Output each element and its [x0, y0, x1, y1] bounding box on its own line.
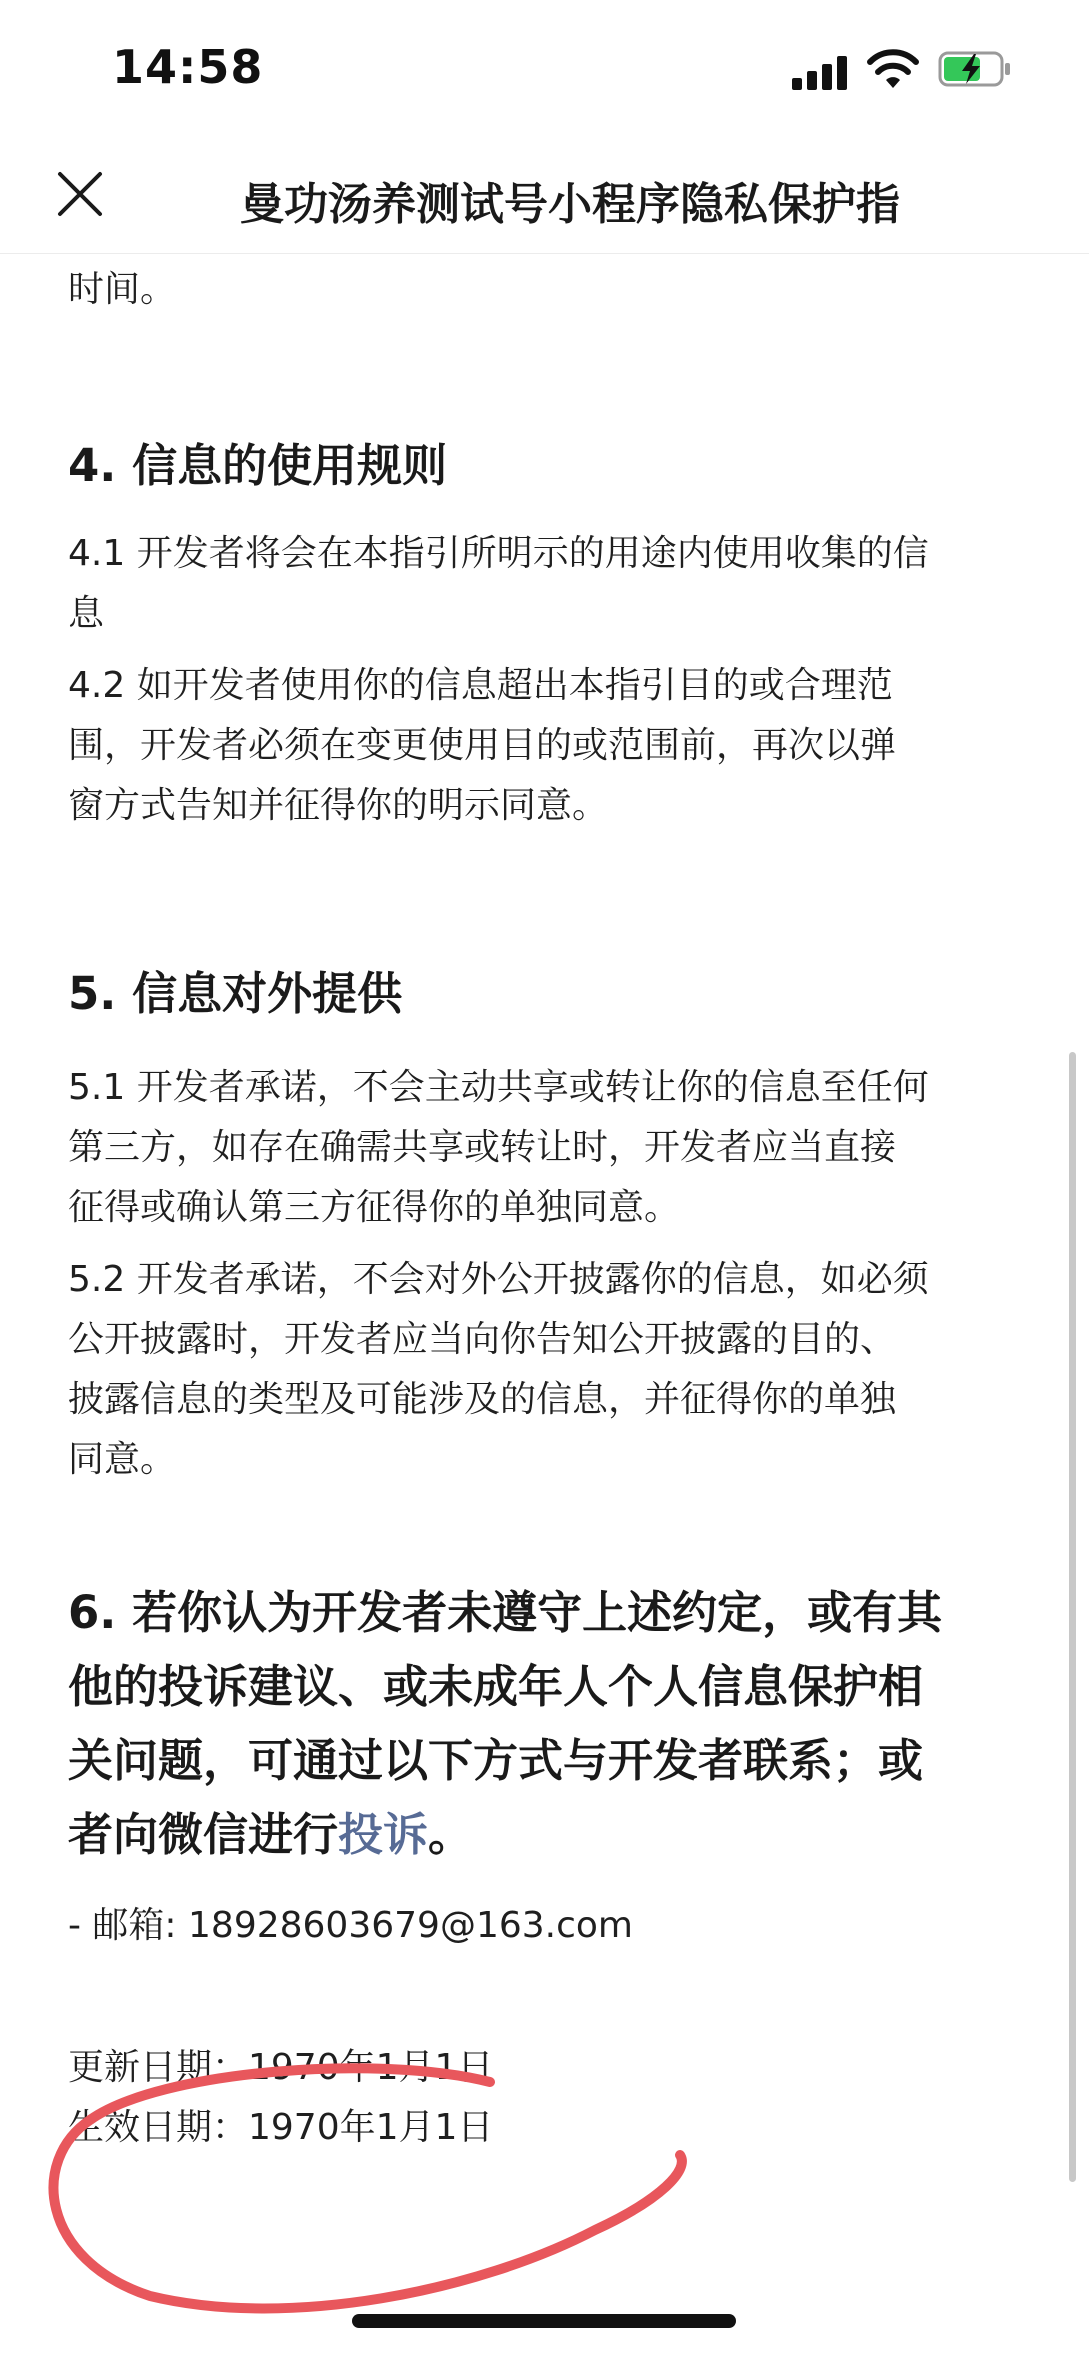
text-line: 征得或确认第三方征得你的单独同意。: [68, 1187, 681, 1228]
section6-heading: [68, 1576, 1028, 1872]
status-bar: [0, 0, 1089, 140]
nav-bar: [0, 140, 1089, 254]
text-line: 围，开发者必须在变更使用目的或范围前，再次以弹: [68, 725, 897, 766]
close-icon[interactable]: [52, 166, 108, 222]
text-line: 公开披露时，开发者应当向你告知公开披露的目的、: [68, 1319, 897, 1360]
text-line: 4.1 开发者将会在本指引所明示的用途内使用收集的信: [68, 533, 929, 574]
contact-email: - 邮箱: 18928603679@163.com: [68, 1905, 633, 1946]
text-line: 5.2 开发者承诺，不会对外公开披露你的信息，如必须: [68, 1259, 929, 1300]
wifi-icon: [866, 48, 920, 90]
section4-heading: 4. 信息的使用规则: [68, 439, 448, 492]
signal-icon: [792, 56, 848, 90]
section5-paragraph-1: [68, 1058, 1028, 1238]
heading-text: 。: [428, 1808, 474, 1861]
heading-text: 者向微信进行: [68, 1808, 339, 1861]
section5-heading: 5. 信息对外提供: [68, 967, 403, 1020]
privacy-content: [68, 254, 1028, 2158]
text-line: 披露信息的类型及可能涉及的信息，并征得你的单独: [68, 1379, 897, 1420]
section4-paragraph-2: [68, 656, 1028, 836]
section5-paragraph-2: [68, 1250, 1028, 1490]
battery-icon: [938, 50, 1012, 88]
text-line: 4.2 如开发者使用你的信息超出本指引目的或合理范: [68, 665, 893, 706]
text-line: 同意。: [68, 1439, 177, 1480]
scrollbar[interactable]: [1069, 1052, 1076, 2182]
page-title: 曼功汤养测试号小程序隐私保护指: [240, 179, 900, 230]
effective-date: 生效日期：1970年1月1日: [68, 2107, 494, 2148]
complaint-link[interactable]: 投诉: [338, 1808, 429, 1861]
section4-paragraph-1: [68, 524, 1028, 644]
text-line: 息: [68, 593, 105, 634]
date-info: [68, 2038, 1028, 2158]
update-date: 更新日期：1970年1月1日: [68, 2047, 494, 2088]
text-line: 第三方，如存在确需共享或转让时，开发者应当直接: [68, 1127, 897, 1168]
heading-line: 6. 若你认为开发者未遵守上述约定，或有其: [68, 1586, 943, 1639]
lead-text: 时间。: [68, 269, 177, 310]
status-time: 14:58: [112, 40, 264, 94]
heading-line: [68, 1798, 1028, 1872]
text-line: 窗方式告知并征得你的明示同意。: [68, 785, 609, 826]
home-indicator[interactable]: [352, 2314, 736, 2328]
heading-line: 关问题，可通过以下方式与开发者联系；或: [68, 1734, 924, 1787]
text-line: 5.1 开发者承诺，不会主动共享或转让你的信息至任何: [68, 1067, 929, 1108]
heading-line: 他的投诉建议、或未成年人个人信息保护相: [68, 1660, 924, 1713]
